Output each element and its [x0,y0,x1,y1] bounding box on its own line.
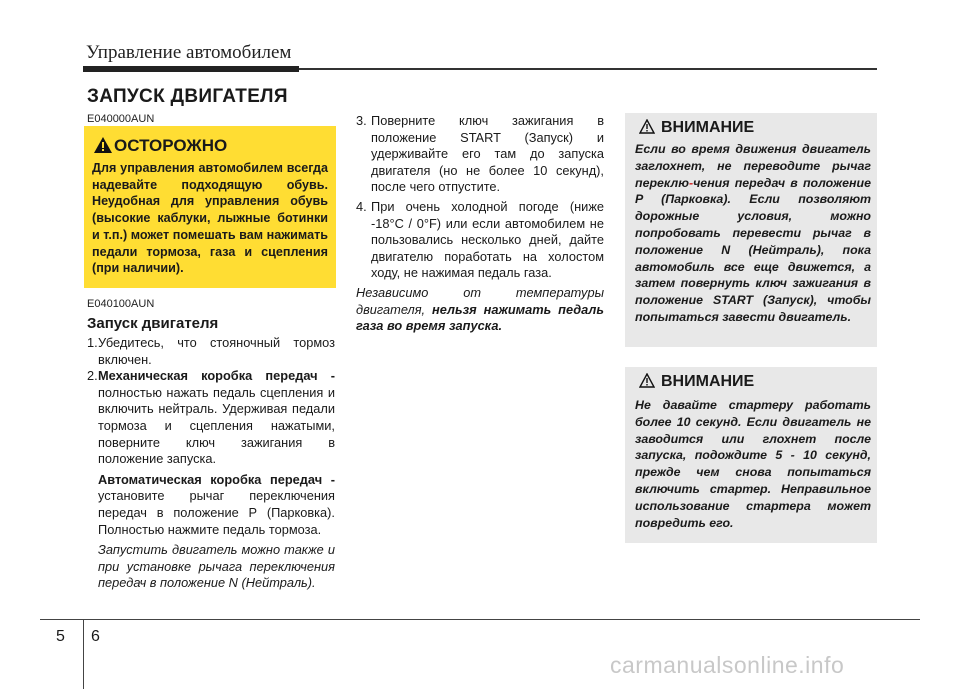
step-2-note: Запустить двигатель можно также и при установке рычага переключения передач в положение N (Нейтраль). [98,542,335,591]
steps-left-column [87,335,335,592]
section-title: ЗАПУСК ДВИГАТЕЛЯ [87,86,288,107]
subsection-title: Запуск двигателя [87,315,219,332]
caution-heading-1: ВНИМАНИЕ [639,119,754,139]
warning-triangle-icon [94,137,112,153]
steps-middle-column [356,113,604,335]
warning-heading: ОСТОРОЖНО [114,136,228,155]
section-code-2: E040100AUN [87,298,155,310]
step-3: 3. Поверните ключ зажигания в положение START (Запуск) и удерживайте его там до запуска двигателя (но не более 10 секунд), после чего отпустите. [356,113,604,195]
header-bar [83,66,299,72]
step-4: 4. При очень холодной погоде (ниже -18°C / 0°F) или если автомобилем не пользовались несколько дней, дайте двигателю поработать на холостом ходу, не нажимая педаль газа. [356,198,604,281]
page-number-divider [83,620,84,689]
footer-rule [40,619,920,620]
caution-text-2: Не давайте стартеру работать более 10 секунд. Если двигатель не заводится или глохнет после запуска, подождите 5 - 10 секунд, прежде чем снова попытаться включить стартер. Неправильное использование стартера может повредить его. [635,398,871,530]
caution-box-1 [625,113,877,347]
warning-text: Для управления автомобилем всегда надевайте подходящую обувь. Неудобная для управления обувь (высокие каблуки, лыжные ботинки и т.п.) может помешать вам нажимать педали тормоза, газа и сцепления (при наличии). [92,161,328,276]
step-2: 2. Механическая коробка передач - полностью нажать педаль сцепления и включить нейтраль. Удерживая педали тормоза и сцепления нажатыми, поверните ключ зажигания в положение запуска. [87,368,335,467]
page-section-number: 5 [56,628,65,645]
caution-triangle-icon [639,373,655,393]
caution-box-2 [625,367,877,543]
chapter-title: Управление автомобилем [86,42,292,63]
step-1: 1. Убедитесь, что стояночный тормоз включен. [87,335,335,367]
section-code-1: E040000AUN [87,113,155,125]
warning-box [84,126,336,288]
caution-text-1: Если во время движения двигатель заглохнет, не переводите рычаг переклю-чения передач в положение P (Парковка). Если позволяют дорожные условия, можно попробовать перевести рычаг в положение N (Нейтраль), пока автомобиль все еще движется, а затем повернуть ключ зажигания в положение START (Запуск), чтобы попытаться завести двигатель. [635,142,871,324]
caution-triangle-icon [639,119,655,139]
gas-pedal-note: Независимо от температуры двигателя, нельзя нажимать педаль газа во время запуска. [356,284,604,334]
caution-heading-2: ВНИМАНИЕ [639,373,754,393]
step-2-auto: Автоматическая коробка передач - установите рычаг переключения передач в положение Р (Парковка). Полностью нажмите педаль тормоза. [98,471,335,537]
watermark: carmanualsonline.info [610,652,845,678]
page-number: 6 [91,628,100,645]
